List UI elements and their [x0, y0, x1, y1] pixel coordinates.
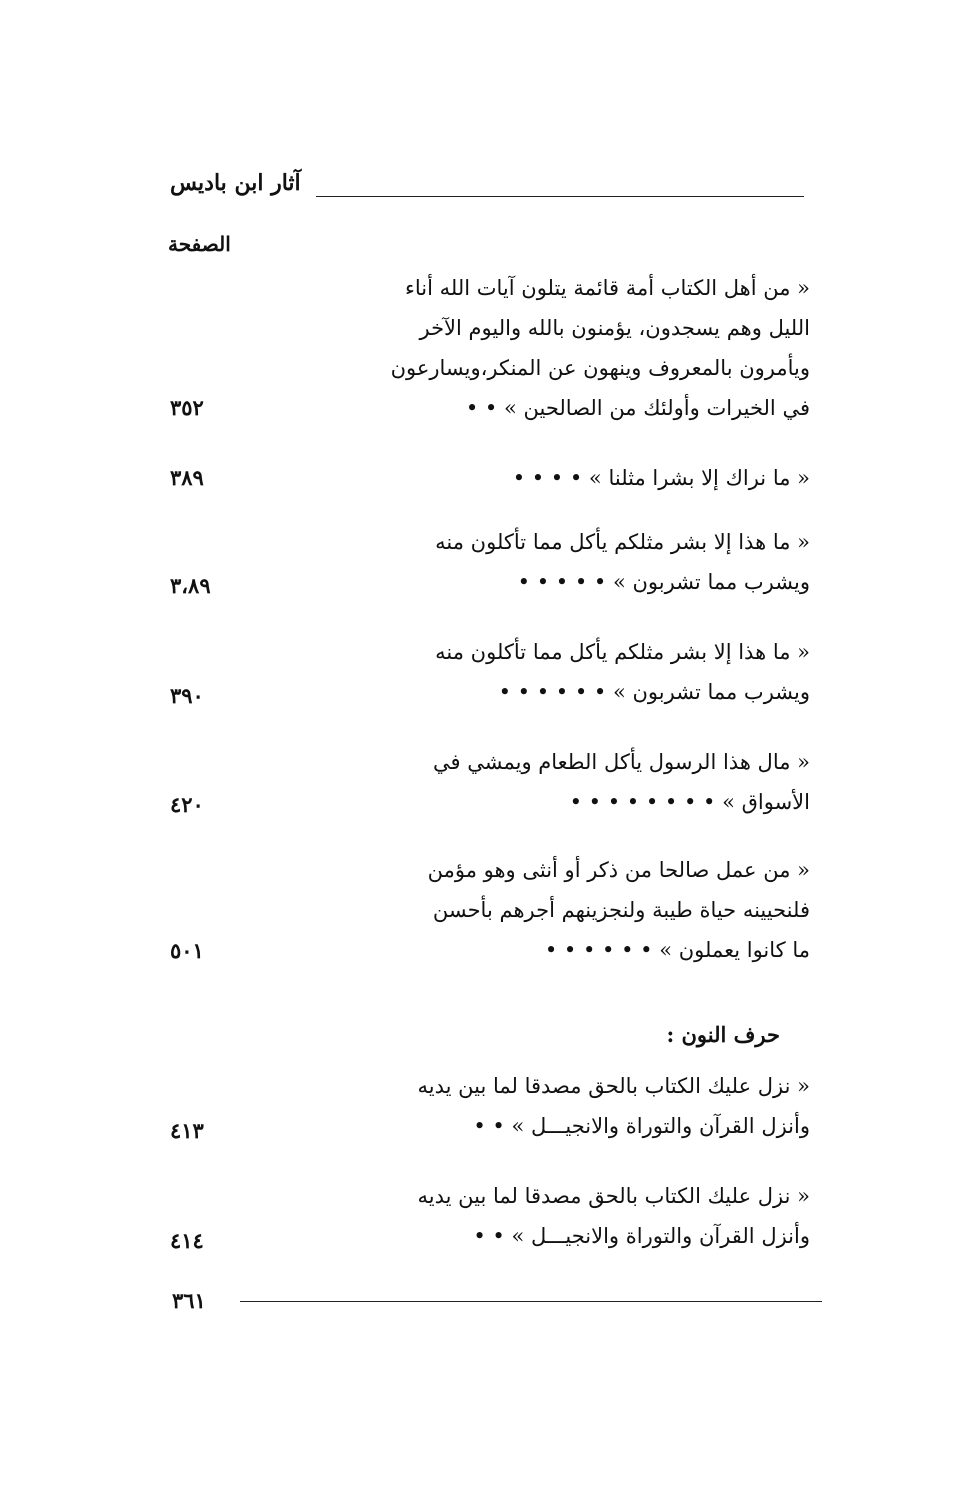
entry-line: فلنحيينه حياة طيبة ولنجزينهم أجرهم بأحسن	[432, 898, 810, 922]
index-entry	[370, 850, 810, 970]
entry-page-number: ٥٠١	[170, 938, 204, 963]
entry-page-number: ٤٢٠	[170, 792, 204, 817]
entry-line: ويشرب مما تشربون » • • • • • •	[498, 680, 810, 704]
entry-line: وأنزل القرآن والتوراة والانجيـــل » • •	[473, 1114, 810, 1138]
index-entry	[370, 458, 810, 498]
entry-page-number: ٣،٨٩	[170, 573, 211, 598]
header-rule	[316, 196, 804, 197]
section-heading: حرف النون :	[666, 1022, 780, 1047]
entry-page-number: ٣٩٠	[170, 683, 204, 708]
entry-line: ما كانوا يعملون » • • • • • •	[544, 938, 810, 962]
entry-line: « ما هذا إلا بشر مثلكم يأكل مما تأكلون منه	[435, 640, 810, 664]
entry-line: « مال هذا الرسول يأكل الطعام ويمشي في	[433, 750, 810, 774]
entry-line: « من عمل صالحا من ذكر أو أنثى وهو مؤمن	[427, 858, 810, 882]
entry-line: « نزل عليك الكتاب بالحق مصدقا لما بين يديه	[417, 1184, 810, 1208]
index-entry	[370, 1066, 810, 1146]
page-column-label: الصفحة	[168, 232, 231, 256]
entry-line: وأنزل القرآن والتوراة والانجيـــل » • •	[473, 1224, 810, 1248]
entry-page-number: ٣٨٩	[170, 465, 204, 490]
index-entry	[370, 522, 810, 602]
footer-page-number: ٣٦١	[172, 1288, 206, 1313]
entry-line: الليل وهم يسجدون، يؤمنون بالله واليوم الآخر	[419, 316, 810, 340]
entry-line: الأسواق » • • • • • • • •	[569, 790, 810, 814]
entry-line: « ما هذا إلا بشر مثلكم يأكل مما تأكلون منه	[435, 530, 810, 554]
entry-line: ويشرب مما تشربون » • • • • •	[517, 570, 810, 594]
footer-rule	[240, 1301, 822, 1302]
entry-line: « ما نراك إلا بشرا مثلنا » • • • •	[512, 466, 810, 490]
index-entry	[370, 632, 810, 712]
entry-page-number: ٤١٤	[170, 1228, 204, 1253]
entry-page-number: ٣٥٢	[170, 395, 204, 420]
entry-line: « من أهل الكتاب أمة قائمة يتلون آيات الله أناء	[405, 276, 810, 300]
running-header-title: آثار ابن باديس	[170, 170, 301, 196]
index-entry	[370, 268, 810, 428]
entry-line: ويأمرون بالمعروف وينهون عن المنكر،ويسارعون	[390, 356, 810, 380]
entry-page-number: ٤١٣	[170, 1118, 204, 1143]
entry-line: في الخيرات وأولئك من الصالحين » • •	[465, 396, 810, 420]
entry-line: « نزل عليك الكتاب بالحق مصدقا لما بين يديه	[417, 1074, 810, 1098]
index-entry	[370, 742, 810, 822]
index-entry	[370, 1176, 810, 1256]
